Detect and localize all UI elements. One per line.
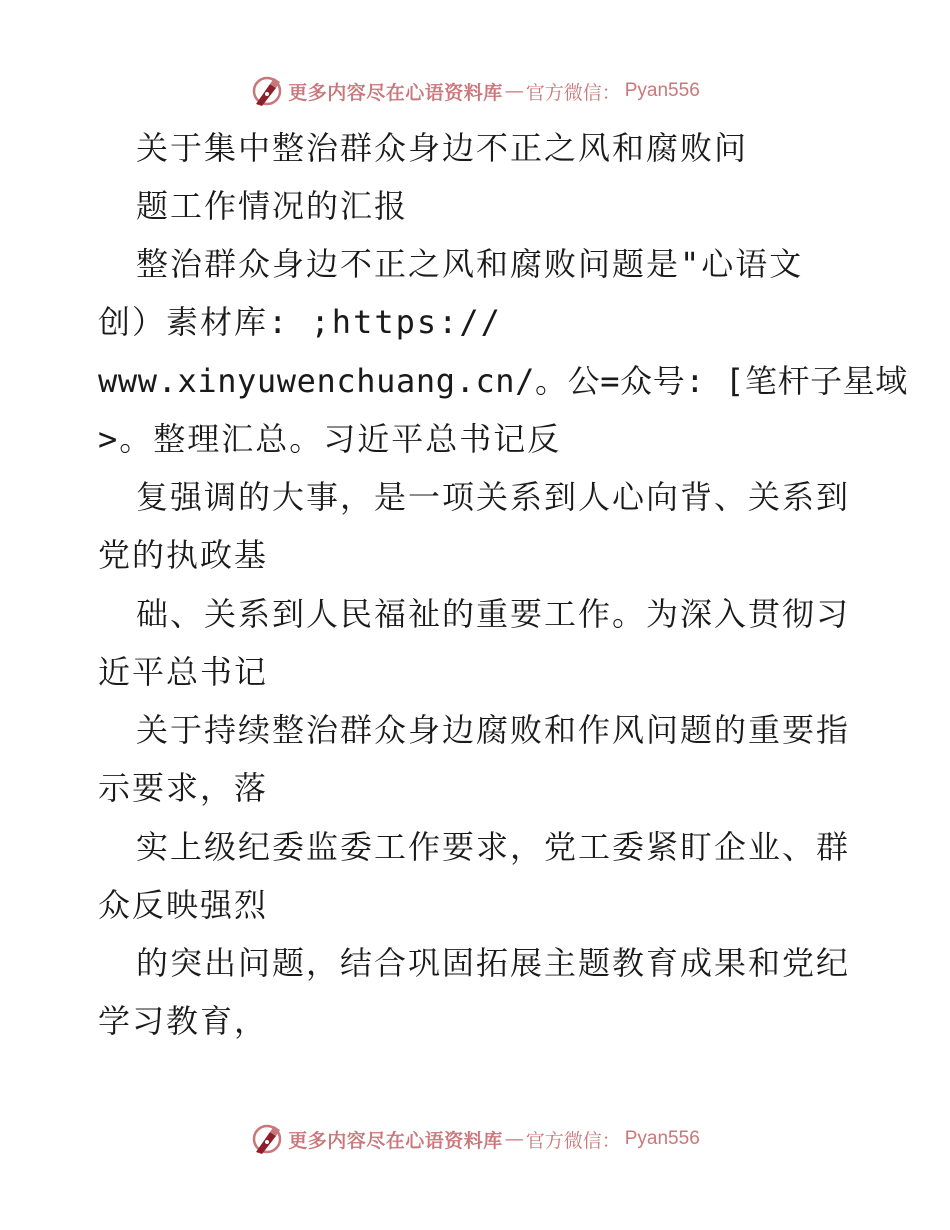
paragraph-line: 复强调的大事，是一项关系到人心向背、关系到 — [136, 478, 851, 516]
paragraph-line: 示要求，落 — [98, 769, 269, 807]
title-line-1: 关于集中整治群众身边不正之风和腐败问 — [136, 129, 749, 167]
paragraph-line: 整治群众身边不正之风和腐败问题是"心语文 — [136, 245, 804, 283]
pen-nib-logo-icon — [250, 74, 284, 108]
paragraph-line: 党的执政基 — [98, 536, 269, 574]
header-banner — [0, 71, 950, 111]
title-line-2: 题工作情况的汇报 — [136, 187, 409, 225]
banner-main-text: 更多内容尽在心语资料库 — [288, 1129, 503, 1152]
paragraph-line: 础、关系到人民福祉的重要工作。为深入贯彻习 — [136, 595, 851, 633]
banner-secondary-text: 官方微信： — [525, 81, 621, 104]
paragraph-line: 实上级纪委监委工作要求，党工委紧盯企业、群 — [136, 828, 851, 866]
banner-dash: — — [504, 1128, 524, 1150]
banner-secondary-text: 官方微信： — [525, 1129, 621, 1152]
banner-main-text: 更多内容尽在心语资料库 — [288, 81, 503, 104]
paragraph-line: 近平总书记 — [98, 653, 269, 691]
banner-wechat-id: Pyan556 — [624, 1128, 700, 1149]
paragraph-line: 的突出问题，结合巩固拓展主题教育成果和党纪 — [136, 944, 851, 982]
paragraph-line: 关于持续整治群众身边腐败和作风问题的重要指 — [136, 711, 851, 749]
paragraph-line: 创）素材库: ;https:// — [98, 303, 502, 341]
footer-banner — [0, 1119, 950, 1159]
paragraph-line: 学习教育， — [98, 1002, 269, 1040]
banner-dash: — — [504, 80, 524, 102]
paragraph-line: 众反映强烈 — [98, 886, 269, 924]
pen-nib-logo-icon — [250, 1122, 284, 1156]
banner-wechat-id: Pyan556 — [624, 80, 700, 101]
paragraph-line: www.xinyuwenchuang.cn/。公=众号: [笔杆子星域 — [98, 362, 908, 400]
paragraph-line: >。整理汇总。习近平总书记反 — [98, 420, 562, 458]
